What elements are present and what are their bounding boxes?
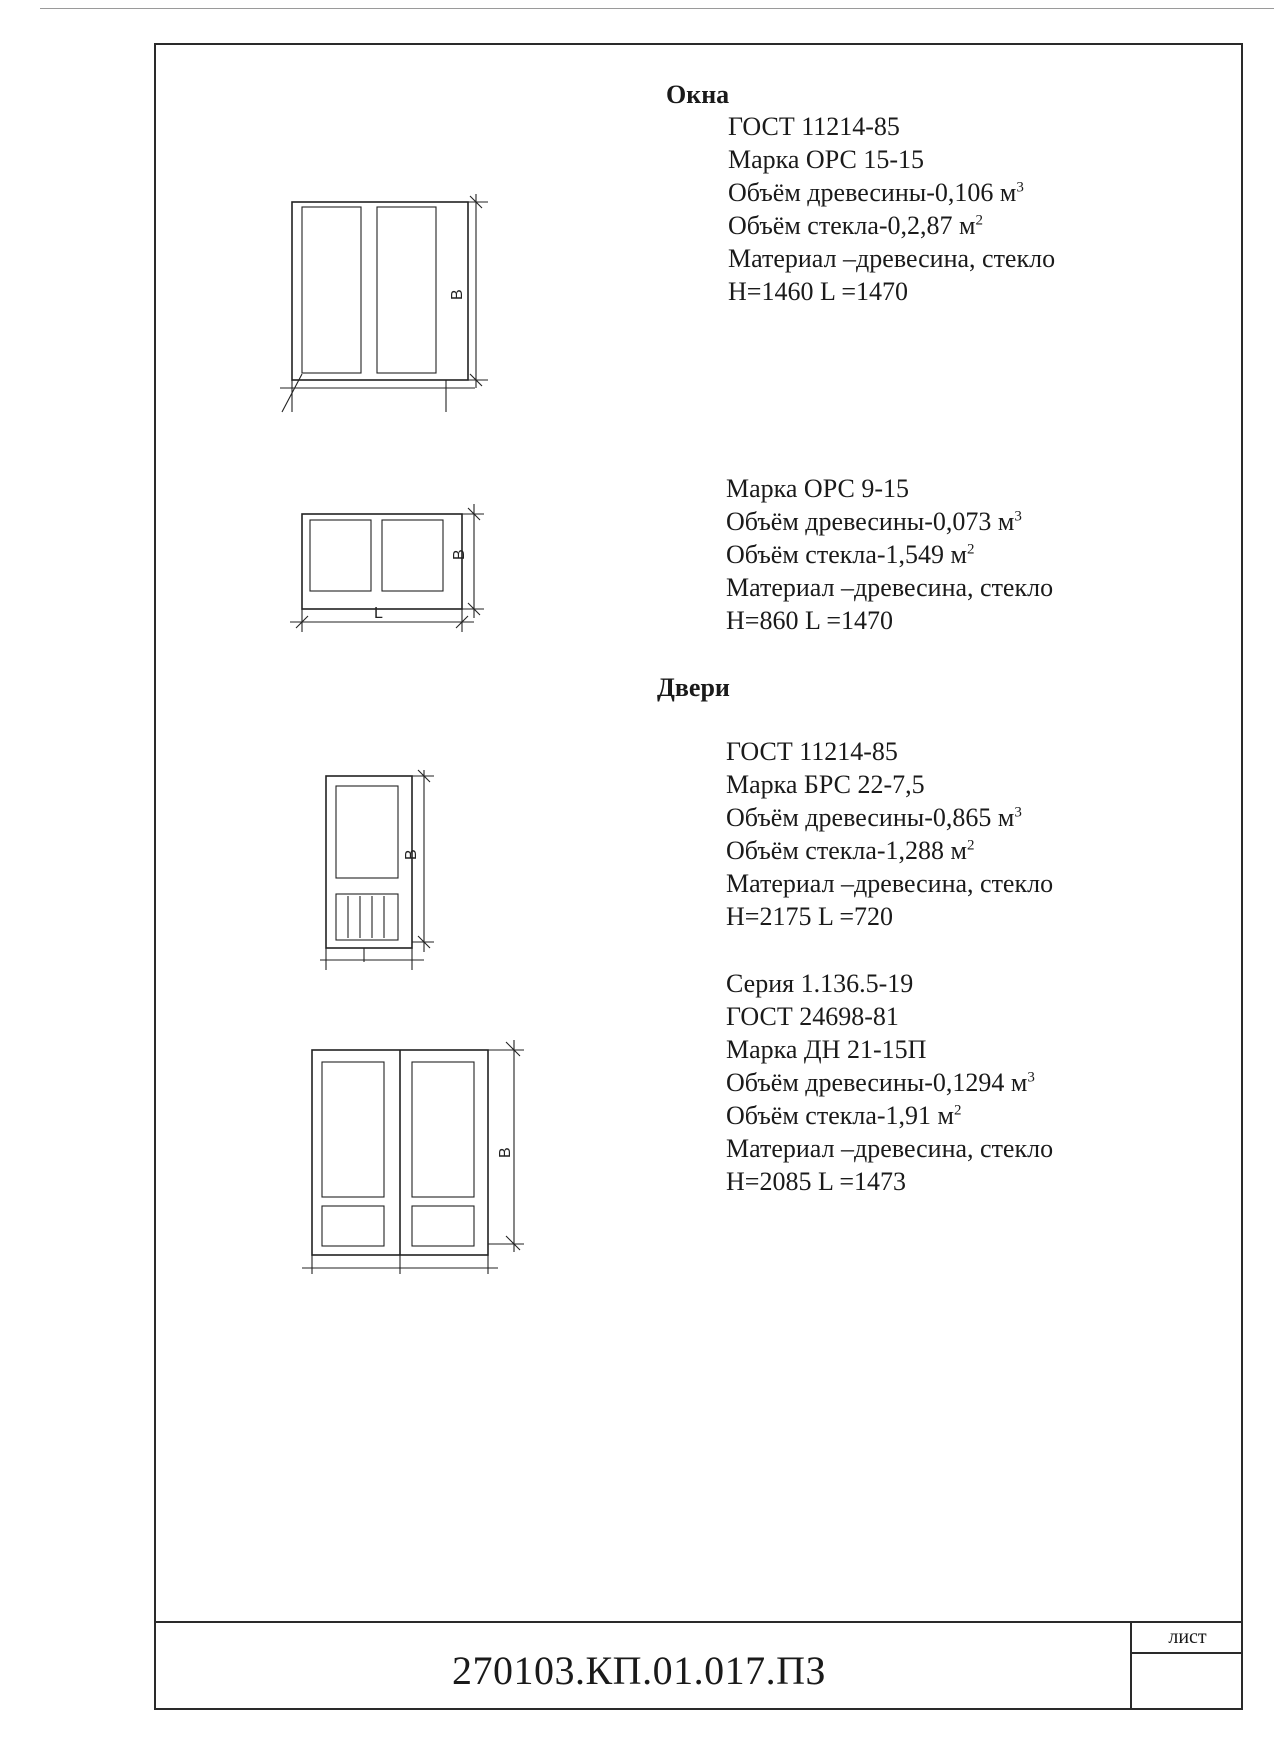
window-1-gost: ГОСТ 11214-85 [728, 112, 900, 141]
door-2-spec [726, 967, 1053, 1198]
door-2-size: Н=2085 L =1473 [726, 1167, 907, 1196]
document-code: 270103.КП.01.017.ПЗ [452, 1648, 826, 1693]
window-1-spec [728, 110, 1055, 308]
door-2-wood-volume: Объём древесины-0,1294 $м^3$ [726, 1068, 1035, 1097]
window-2-size: Н=860 L =1470 [726, 606, 894, 635]
window-1-dim-b: В [449, 289, 466, 300]
sheet-cell [1130, 1621, 1243, 1710]
window-2-mark: Марка ОРС 9-15 [726, 474, 909, 503]
window-1-material: Материал –древесина, стекло [728, 244, 1056, 273]
window-2-wood-volume: Объём древесины-0,073 $м^3$ [726, 507, 1022, 536]
door-1-glass-volume: Объём стекла-1,288 $м^2$ [726, 836, 975, 865]
door-1-dim-b: В [403, 849, 420, 860]
door-2-mark: Марка ДН 21-15П [726, 1035, 927, 1064]
door-1-wood-volume: Объём древесины-0,865 $м^3$ [726, 803, 1022, 832]
door-1-gost: ГОСТ 11214-85 [726, 737, 898, 766]
door-1-spec [726, 735, 1053, 933]
window-2-dim-l: L [374, 605, 383, 622]
title-block [154, 1621, 1243, 1710]
window-2-drawing [288, 500, 498, 640]
door-2-gost: ГОСТ 24698-81 [726, 1002, 899, 1031]
door-2-material: Материал –древесина, стекло [726, 1134, 1054, 1163]
door-2-series: Серия 1.136.5-19 [726, 969, 914, 998]
door-1-drawing [318, 768, 448, 978]
window-2-dim-b: В [451, 549, 468, 560]
window-1-mark: Марка ОРС 15-15 [728, 145, 924, 174]
door-1-material: Материал –древесина, стекло [726, 869, 1054, 898]
window-1-wood-volume: Объём древесины-0,106 $м^3$ [728, 178, 1024, 207]
doors-section-title: Двери [657, 673, 730, 702]
window-2-glass-volume: Объём стекла-1,549 $м^2$ [726, 540, 975, 569]
door-1-size: Н=2175 L =720 [726, 902, 894, 931]
windows-section-title: Окна [666, 80, 730, 109]
door-2-glass-volume: Объём стекла-1,91 $м^2$ [726, 1101, 962, 1130]
door-2-drawing [300, 1038, 540, 1278]
door-2-dim-b: В [497, 1147, 514, 1158]
window-1-size: Н=1460 L =1470 [728, 277, 909, 306]
door-1-mark: Марка БРС 22-7,5 [726, 770, 925, 799]
top-scan-rule [40, 8, 1274, 9]
window-1-glass-volume: Объём стекла-0,2,87 $м^2$ [728, 211, 983, 240]
window-2-material: Материал –древесина, стекло [726, 573, 1054, 602]
sheet-label: лист [1132, 1621, 1243, 1654]
window-1-drawing [270, 190, 500, 420]
window-2-spec [726, 472, 1053, 637]
